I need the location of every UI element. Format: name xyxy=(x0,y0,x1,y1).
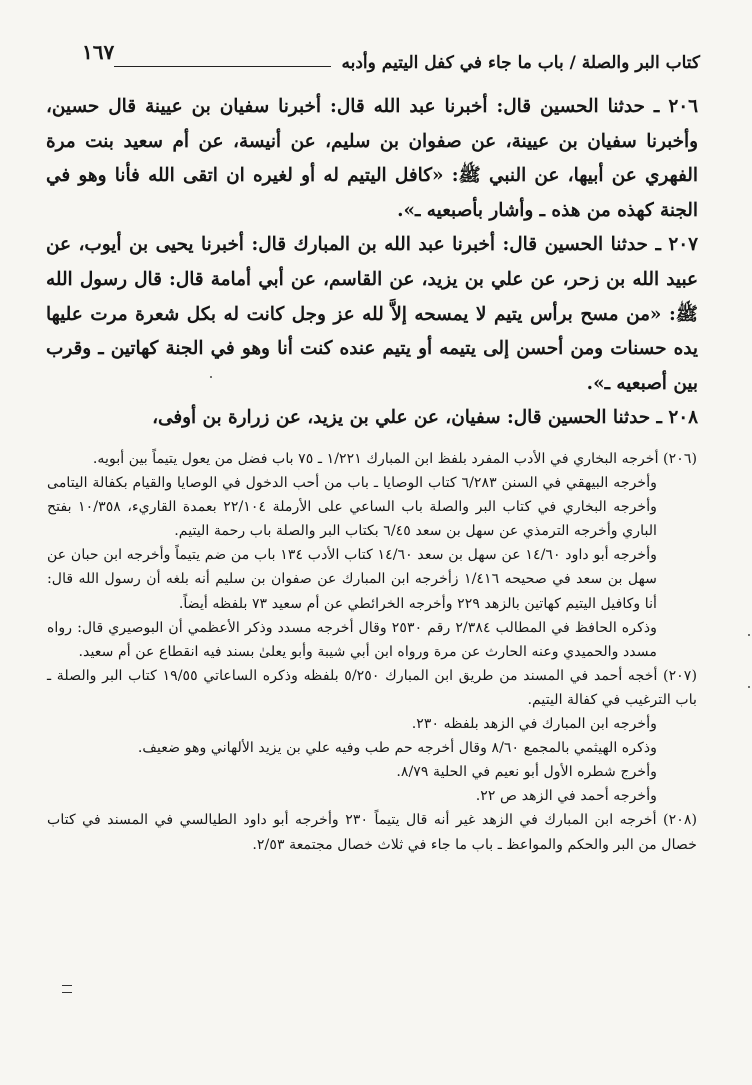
header-rule xyxy=(114,66,331,67)
hadith-text xyxy=(46,90,698,436)
hadith-207: ٢٠٧ ـ حدثنا الحسين قال: أخبرنا عبد الله بن المبارك قال: أخبرنا يحيى بن أيوب، عن عبيد الله بن زحر، عن علي بن يزيد، عن القاسم، عن أبي أمامة قال: قال رسول الله ﷺ: «من مسح برأس يتيم لا يمسحه إلاَّ لله عز وجل كانت له بكل شعرة مرت عليها يده حسنات ومن أحسن إلى يتيمه أو يتيم عنده كنت أنا وهو في الجنة كهاتين ـ وقرب بين أصبعيه ـ». xyxy=(46,234,698,394)
footnote-207-line: وأخرج شطره الأول أبو نعيم في الحلية ٨/٧٩. xyxy=(396,764,657,781)
header-title: كتاب البر والصلة / باب ما جاء في كفل اليتيم وأدبه xyxy=(341,53,700,73)
scan-speck xyxy=(210,376,212,378)
margin-dot xyxy=(748,686,750,688)
footnote-207-line: وأخرجه ابن المبارك في الزهد بلفظه ٢٣٠. xyxy=(411,716,657,733)
footnote-207: (٢٠٧) أخجه أحمد في المسند من طريق ابن المبارك ٥/٢٥٠ بلفظه وذكره الساعاتي ١٩/٥٥ كتاب البر والصلة ـ باب الترغيب في كفالة اليتيم. xyxy=(47,667,697,708)
page-number: ١٦٧ xyxy=(82,40,115,64)
margin-mark xyxy=(62,985,72,993)
footnote-207-line: وذكره الهيثمي بالمجمع ٨/٦٠ وقال أخرجه حم طب وفيه علي بن يزيد الألهاني وهو ضعيف. xyxy=(137,740,657,757)
running-header xyxy=(104,38,700,72)
footnote-206: (٢٠٦) أخرجه البخاري في الأدب المفرد بلفظ ابن المبارك ١/٢٢١ ـ ٧٥ باب فضل من يعول يتيماً بين أبويه. xyxy=(92,451,697,467)
footnotes xyxy=(47,447,697,857)
footnote-206-line: وأخرجه البيهقي في السنن ٦/٢٨٣ كتاب الوصايا ـ باب من أحب الدخول في الوصايا والقيام بكفالة اليتامى وأخرجه البخاري في كتاب البر والصلة باب الساعي على الأرملة ٢٢/١٠٤ بعمدة القاريء، ١٠/٣٥٨ بفتح الباري وأخرجه الترمذي عن سهل بن سعد ٦/٤٥ بكتاب البر والصلة باب رحمة اليتيم. xyxy=(47,475,657,540)
footnote-208: (٢٠٨) أخرجه ابن المبارك في الزهد غير أنه قال يتيماً ٢٣٠ وأخرجه أبو داود الطيالسي في المسند في كتاب خصال من البر والحكم والمواعظ ـ باب ما جاء في ثلاث خصال مجتمعة ٢/٥٣. xyxy=(47,812,697,853)
hadith-206: ٢٠٦ ـ حدثنا الحسين قال: أخبرنا عبد الله قال: أخبرنا سفيان بن عيينة قال حسين، وأخبرنا سفيان بن عيينة، عن صفوان بن سليم، عن أنيسة، عن أم سعيد بنت مرة الفهري عن أبيها، عن النبي ﷺ: «كافل اليتيم له أو لغيره ان اتقى الله فأنا وهو في الجنة كهذه من هذه ـ وأشار بأصبعيه ـ». xyxy=(46,96,698,221)
footnote-206-line: وأخرجه أبو داود ١٤/٦٠ عن سهل بن سعد ١٤/٦٠ كتاب الأدب ١٣٤ باب من ضم يتيماً وأخرجه ابن حبان عن سهل بن سعد في صحيحه ١/٤١٦ زأخرجه ابن المبارك عن صفوان بن سليم أنه بلغه أن رسول الله قال: أنا وكافيل اليتيم كهاتين بالزهد ٢٢٩ وأخرجه الخرائطي عن أم سعيد ٧٣ بلفظه أيضاً. xyxy=(47,547,657,612)
margin-dot xyxy=(748,634,750,636)
footnote-207-line: وأخرجه أحمد في الزهد ص ٢٢. xyxy=(475,788,657,805)
hadith-208: ٢٠٨ ـ حدثنا الحسين قال: سفيان، عن علي بن يزيد، عن زرارة بن أوفى، xyxy=(152,407,698,429)
footnote-206-line: وذكره الحافظ في المطالب ٢/٣٨٤ رقم ٢٥٣٠ وقال أخرجه مسدد وذكر الأعظمي أن البوصيري قال: رواه مسدد والحميدي وعنه الحارث عن مرة ورواه ابن أبي شيبة وأبو يعلىٰ بسند فيه انقطاع عن أم سعيد. xyxy=(47,619,657,660)
